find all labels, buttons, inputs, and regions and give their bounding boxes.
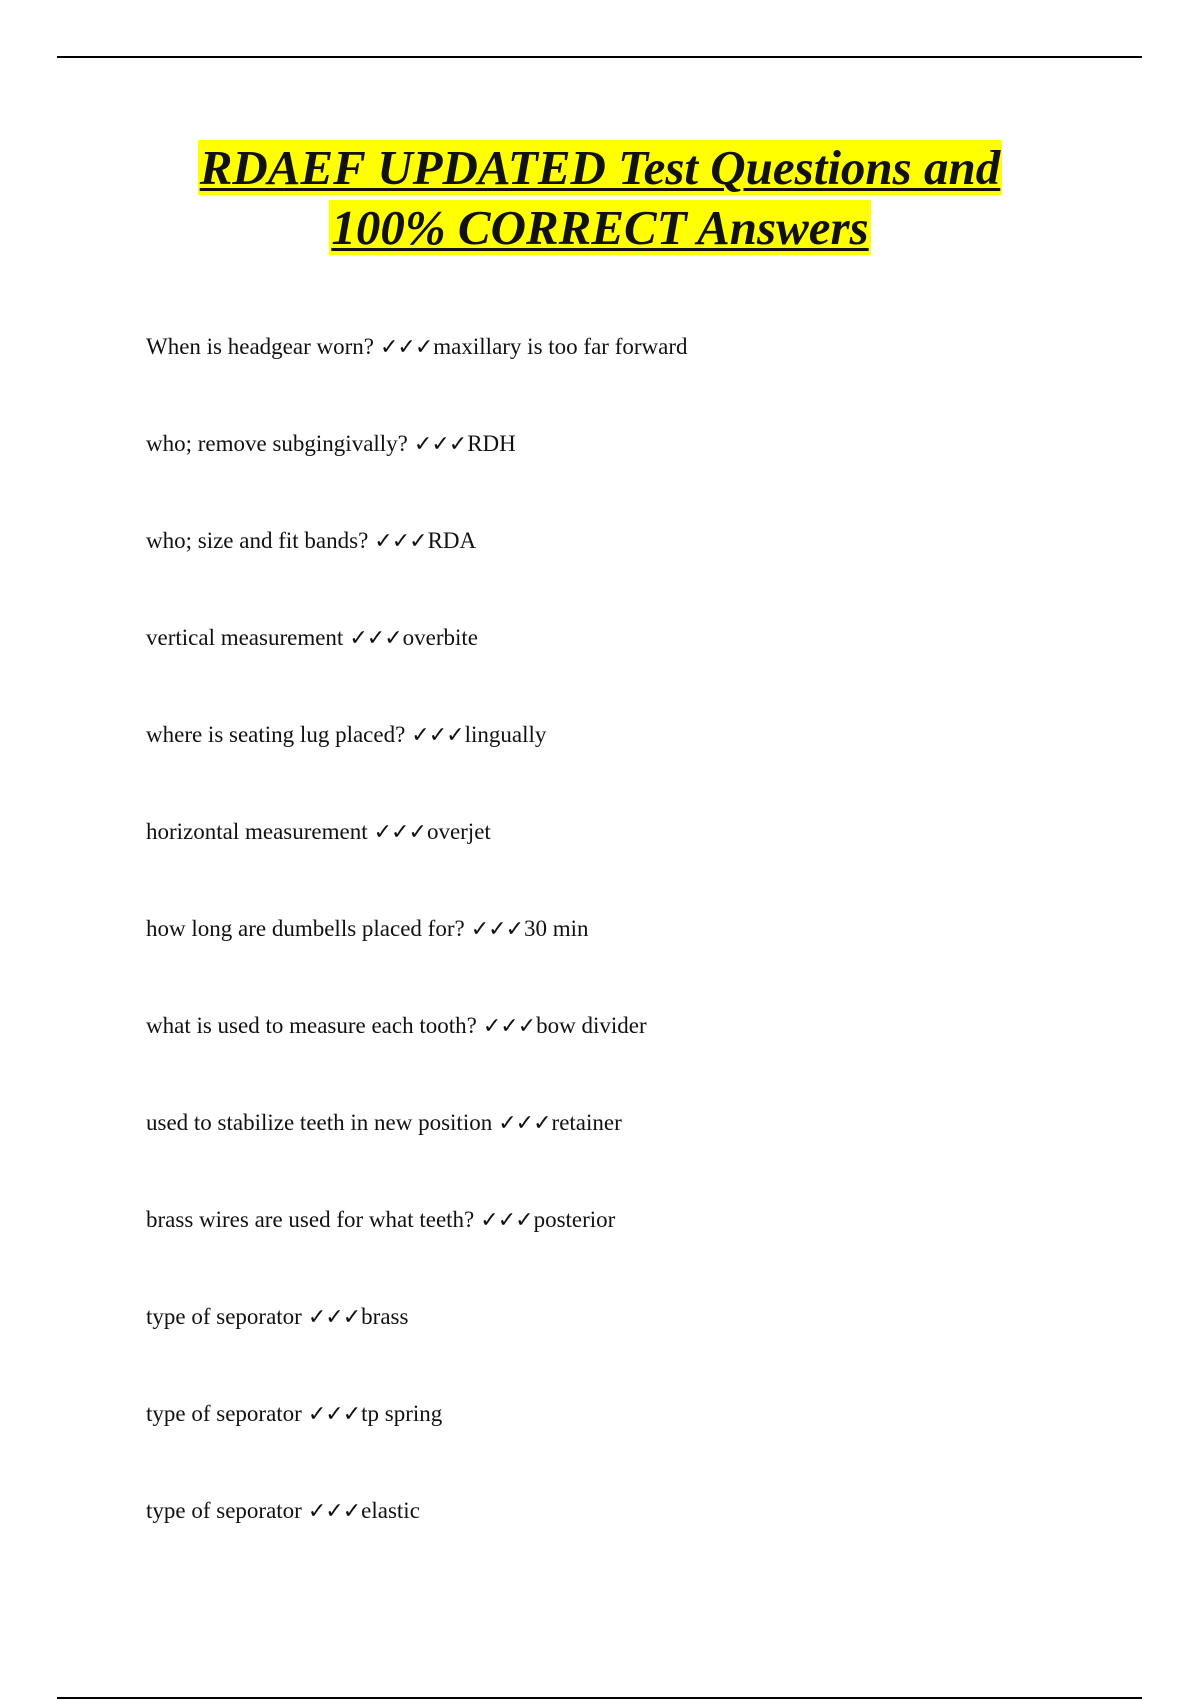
qa-item bbox=[146, 1103, 1146, 1200]
answer-text: elastic bbox=[361, 1498, 420, 1523]
answer-text: RDA bbox=[427, 528, 477, 553]
answer-text: RDH bbox=[467, 431, 516, 456]
qa-item bbox=[146, 424, 1146, 521]
checkmarks-icon: ✓✓✓ bbox=[498, 1111, 551, 1136]
qa-item bbox=[146, 618, 1146, 715]
answer-text: maxillary is too far forward bbox=[433, 334, 688, 359]
question-text: how long are dumbells placed for? bbox=[146, 916, 465, 941]
checkmarks-icon: ✓✓✓ bbox=[480, 1208, 533, 1233]
checkmarks-icon: ✓✓✓ bbox=[411, 723, 464, 748]
checkmarks-icon: ✓✓✓ bbox=[349, 626, 402, 651]
checkmarks-icon: ✓✓✓ bbox=[482, 1014, 536, 1039]
document-title bbox=[0, 138, 1200, 258]
header-rule bbox=[57, 56, 1142, 58]
qa-list bbox=[146, 327, 1146, 1588]
qa-item bbox=[146, 521, 1146, 618]
question-text: type of seporator bbox=[146, 1401, 302, 1426]
checkmarks-icon: ✓✓✓ bbox=[307, 1499, 361, 1524]
answer-text: brass bbox=[361, 1304, 409, 1329]
answer-text: 30 min bbox=[524, 916, 589, 941]
answer-text: lingually bbox=[464, 722, 547, 747]
answer-text: posterior bbox=[533, 1207, 616, 1232]
checkmarks-icon: ✓✓✓ bbox=[413, 432, 467, 457]
checkmarks-icon: ✓✓✓ bbox=[373, 820, 426, 845]
checkmarks-icon: ✓✓✓ bbox=[374, 529, 427, 554]
question-text: horizontal measurement bbox=[146, 819, 368, 844]
qa-item bbox=[146, 1491, 1146, 1588]
qa-item bbox=[146, 812, 1146, 909]
answer-text: retainer bbox=[551, 1110, 622, 1135]
answer-text: overbite bbox=[402, 625, 478, 650]
qa-item bbox=[146, 1394, 1146, 1491]
question-text: who; size and fit bands? bbox=[146, 528, 369, 553]
question-text: type of seporator bbox=[146, 1498, 302, 1523]
answer-text: bow divider bbox=[536, 1013, 647, 1038]
question-text: type of seporator bbox=[146, 1304, 302, 1329]
question-text: used to stabilize teeth in new position bbox=[146, 1110, 493, 1135]
title-line-1: RDAEF UPDATED Test Questions and bbox=[199, 140, 1001, 195]
footer-rule bbox=[57, 1697, 1142, 1699]
title-line-2: 100% CORRECT Answers bbox=[331, 200, 869, 255]
answer-text: overjet bbox=[426, 819, 491, 844]
question-text: who; remove subgingivally? bbox=[146, 431, 408, 456]
qa-item bbox=[146, 1200, 1146, 1297]
checkmarks-icon: ✓✓✓ bbox=[470, 917, 524, 942]
checkmarks-icon: ✓✓✓ bbox=[307, 1402, 361, 1427]
checkmarks-icon: ✓✓✓ bbox=[379, 335, 433, 360]
qa-item bbox=[146, 327, 1146, 424]
qa-item bbox=[146, 1006, 1146, 1103]
question-text: where is seating lug placed? bbox=[146, 722, 406, 747]
question-text: vertical measurement bbox=[146, 625, 344, 650]
checkmarks-icon: ✓✓✓ bbox=[307, 1305, 361, 1330]
qa-item bbox=[146, 715, 1146, 812]
question-text: what is used to measure each tooth? bbox=[146, 1013, 477, 1038]
qa-item bbox=[146, 1297, 1146, 1394]
question-text: brass wires are used for what teeth? bbox=[146, 1207, 475, 1232]
answer-text: tp spring bbox=[361, 1401, 443, 1426]
qa-item bbox=[146, 909, 1146, 1006]
question-text: When is headgear worn? bbox=[146, 334, 374, 359]
